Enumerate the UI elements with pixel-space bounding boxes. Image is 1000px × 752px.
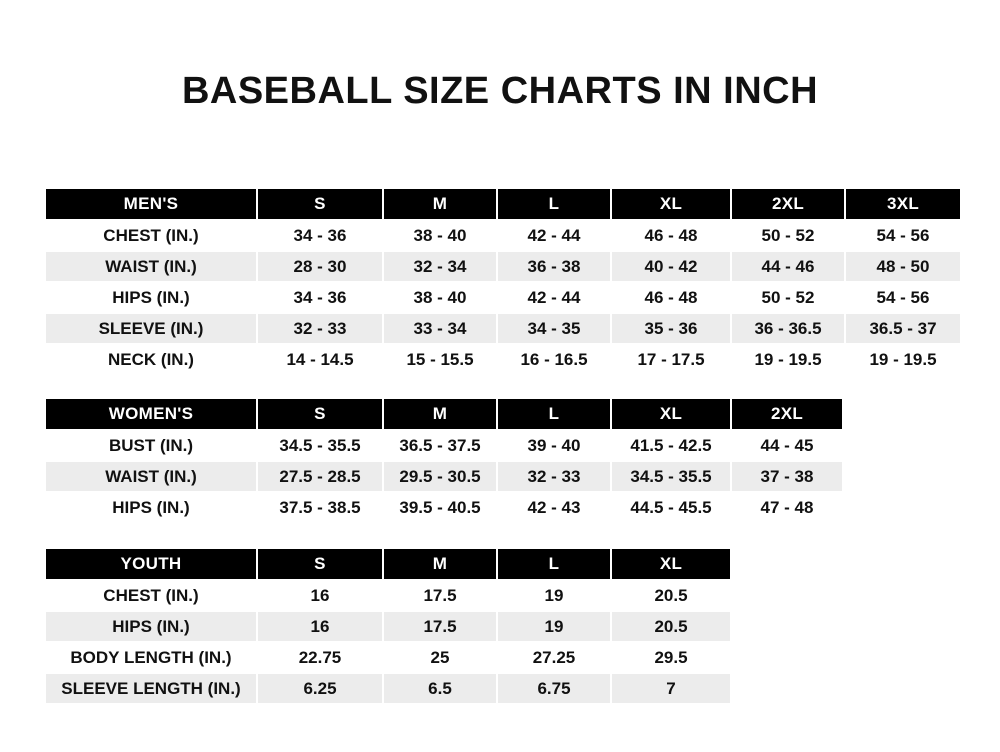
table-cell: 7 [612, 674, 730, 703]
table-cell: 34 - 35 [498, 314, 610, 343]
table-header-row [46, 189, 960, 219]
table-cell: 46 - 48 [612, 221, 730, 250]
table-row [46, 431, 842, 460]
table-cell: 37.5 - 38.5 [258, 493, 382, 522]
column-header: XL [612, 189, 730, 219]
table-cell: 36.5 - 37.5 [384, 431, 496, 460]
table-cell: 39.5 - 40.5 [384, 493, 496, 522]
table-cell: 48 - 50 [846, 252, 960, 281]
column-header: L [498, 549, 610, 579]
table-cell: 27.25 [498, 643, 610, 672]
column-header: MEN'S [46, 189, 256, 219]
table-cell: 36 - 36.5 [732, 314, 844, 343]
column-header: M [384, 549, 496, 579]
table-cell: 27.5 - 28.5 [258, 462, 382, 491]
column-header: XL [612, 549, 730, 579]
row-label: SLEEVE LENGTH (IN.) [46, 674, 256, 703]
table-cell: 44 - 45 [732, 431, 842, 460]
table-cell: 38 - 40 [384, 283, 496, 312]
table-cell: 50 - 52 [732, 283, 844, 312]
table-cell: 32 - 34 [384, 252, 496, 281]
column-header: M [384, 399, 496, 429]
row-label: WAIST (IN.) [46, 462, 256, 491]
table-cell: 54 - 56 [846, 283, 960, 312]
table-cell: 19 [498, 581, 610, 610]
table-row [46, 345, 960, 374]
table-row [46, 252, 960, 281]
table-cell: 15 - 15.5 [384, 345, 496, 374]
table-cell: 29.5 [612, 643, 730, 672]
table-cell: 19 [498, 612, 610, 641]
column-header: 2XL [732, 189, 844, 219]
table-cell: 36.5 - 37 [846, 314, 960, 343]
table-header-row [46, 549, 730, 579]
mens-size-table [44, 187, 962, 376]
table-cell: 50 - 52 [732, 221, 844, 250]
row-label: HIPS (IN.) [46, 612, 256, 641]
table-row [46, 221, 960, 250]
table-cell: 16 - 16.5 [498, 345, 610, 374]
page-title: BASEBALL SIZE CHARTS IN INCH [181, 70, 819, 112]
table-cell: 34.5 - 35.5 [258, 431, 382, 460]
womens-size-table [44, 397, 844, 524]
column-header: S [258, 189, 382, 219]
table-cell: 38 - 40 [384, 221, 496, 250]
table-row [46, 643, 730, 672]
youth-size-table [44, 547, 732, 705]
table-cell: 37 - 38 [732, 462, 842, 491]
table-cell: 29.5 - 30.5 [384, 462, 496, 491]
row-label: NECK (IN.) [46, 345, 256, 374]
table-cell: 20.5 [612, 612, 730, 641]
column-header: S [258, 549, 382, 579]
table-row [46, 314, 960, 343]
table-cell: 44.5 - 45.5 [612, 493, 730, 522]
table-cell: 28 - 30 [258, 252, 382, 281]
table-row [46, 581, 730, 610]
column-header: L [498, 399, 610, 429]
table-cell: 44 - 46 [732, 252, 844, 281]
row-label: BODY LENGTH (IN.) [46, 643, 256, 672]
table-cell: 17.5 [384, 581, 496, 610]
table-cell: 42 - 43 [498, 493, 610, 522]
table-cell: 42 - 44 [498, 283, 610, 312]
column-header: L [498, 189, 610, 219]
table-cell: 41.5 - 42.5 [612, 431, 730, 460]
table-cell: 25 [384, 643, 496, 672]
row-label: SLEEVE (IN.) [46, 314, 256, 343]
table-cell: 39 - 40 [498, 431, 610, 460]
table-cell: 34 - 36 [258, 221, 382, 250]
table-cell: 47 - 48 [732, 493, 842, 522]
table-cell: 42 - 44 [498, 221, 610, 250]
table-cell: 14 - 14.5 [258, 345, 382, 374]
table-row [46, 283, 960, 312]
table-cell: 46 - 48 [612, 283, 730, 312]
table-cell: 6.5 [384, 674, 496, 703]
table-cell: 34.5 - 35.5 [612, 462, 730, 491]
table-cell: 40 - 42 [612, 252, 730, 281]
row-label: HIPS (IN.) [46, 283, 256, 312]
table-cell: 22.75 [258, 643, 382, 672]
table-cell: 19 - 19.5 [846, 345, 960, 374]
table-cell: 20.5 [612, 581, 730, 610]
table-row [46, 462, 842, 491]
table-row [46, 612, 730, 641]
table-cell: 16 [258, 612, 382, 641]
table-row [46, 493, 842, 522]
table-cell: 32 - 33 [258, 314, 382, 343]
table-cell: 6.25 [258, 674, 382, 703]
row-label: CHEST (IN.) [46, 581, 256, 610]
table-cell: 36 - 38 [498, 252, 610, 281]
row-label: BUST (IN.) [46, 431, 256, 460]
table-cell: 35 - 36 [612, 314, 730, 343]
column-header: YOUTH [46, 549, 256, 579]
table-cell: 33 - 34 [384, 314, 496, 343]
table-row [46, 674, 730, 703]
table-cell: 16 [258, 581, 382, 610]
column-header: 3XL [846, 189, 960, 219]
row-label: HIPS (IN.) [46, 493, 256, 522]
table-cell: 34 - 36 [258, 283, 382, 312]
column-header: 2XL [732, 399, 842, 429]
column-header: XL [612, 399, 730, 429]
table-cell: 17 - 17.5 [612, 345, 730, 374]
column-header: M [384, 189, 496, 219]
table-cell: 54 - 56 [846, 221, 960, 250]
table-cell: 19 - 19.5 [732, 345, 844, 374]
table-cell: 32 - 33 [498, 462, 610, 491]
column-header: S [258, 399, 382, 429]
table-header-row [46, 399, 842, 429]
column-header: WOMEN'S [46, 399, 256, 429]
table-cell: 17.5 [384, 612, 496, 641]
table-cell: 6.75 [498, 674, 610, 703]
row-label: WAIST (IN.) [46, 252, 256, 281]
row-label: CHEST (IN.) [46, 221, 256, 250]
